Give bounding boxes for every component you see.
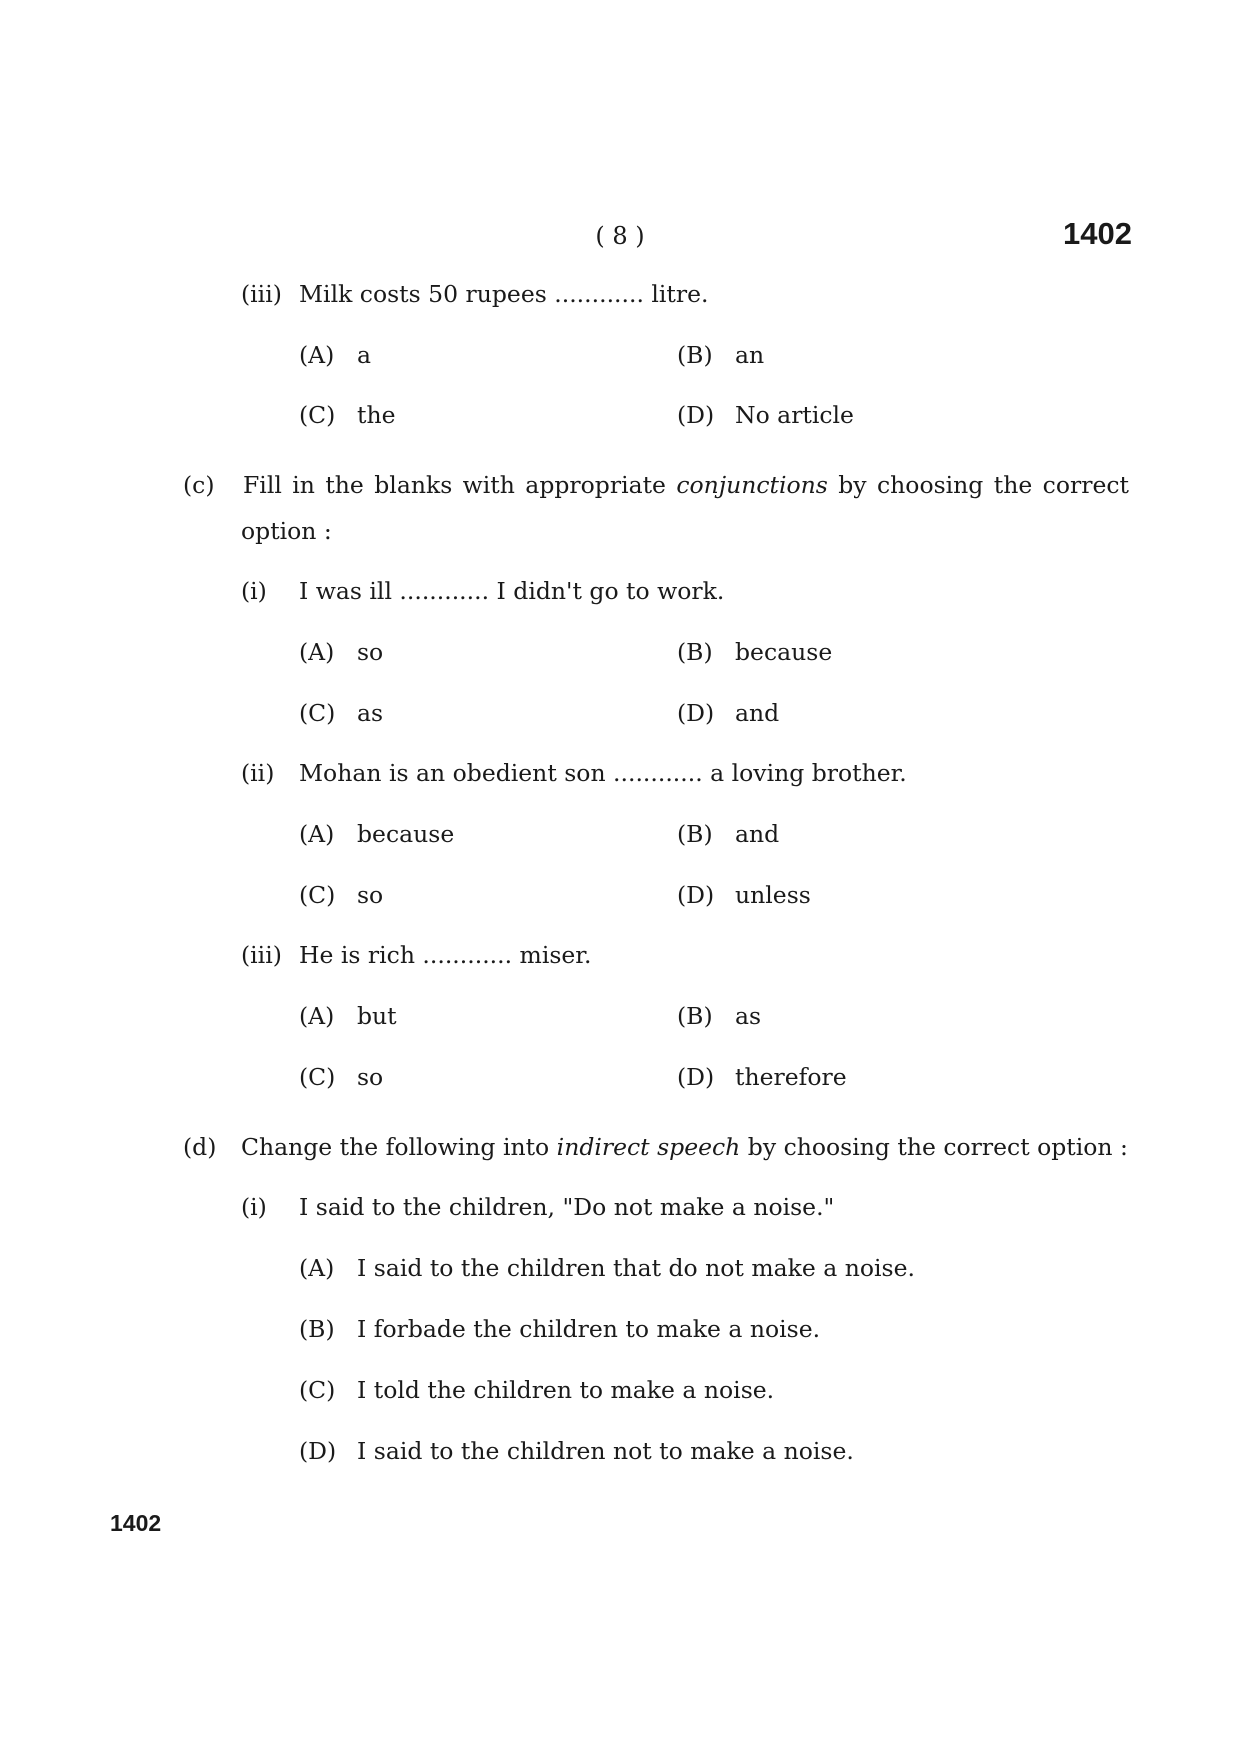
option-text: I said to the children not to make a noise. [357, 1437, 854, 1465]
option-label: (A) [299, 1002, 335, 1030]
option-text: so [357, 881, 384, 909]
option-text: so [357, 638, 384, 666]
instruction-text: Fill in the blanks with appropriate [243, 471, 666, 499]
option-text: as [357, 699, 384, 727]
question-text: Mohan is an obedient son ............ a loving brother. [299, 759, 907, 787]
option-label: (B) [677, 1002, 713, 1030]
option-text: I said to the children that do not make a noise. [357, 1254, 915, 1282]
question-number: (i) [241, 1193, 267, 1221]
instruction-text: by choosing the correct option : [747, 1133, 1128, 1161]
option-label: (C) [299, 699, 336, 727]
question-text: He is rich ............ miser. [299, 941, 592, 969]
option-text: therefore [735, 1063, 847, 1091]
option-text: so [357, 1063, 384, 1091]
option-text: as [735, 1002, 762, 1030]
option-text: because [735, 638, 833, 666]
option-label: (B) [299, 1315, 335, 1343]
page-number: ( 8 ) [595, 222, 645, 250]
option-label: (B) [677, 341, 713, 369]
section-c-instruction [243, 471, 1129, 499]
option-label: (C) [299, 401, 336, 429]
option-text: I forbade the children to make a noise. [357, 1315, 821, 1343]
option-label: (A) [299, 820, 335, 848]
option-label: (C) [299, 1063, 336, 1091]
option-label: (D) [677, 401, 715, 429]
option-text: and [735, 699, 780, 727]
question-b-iii [241, 280, 282, 308]
option-label: (D) [677, 1063, 715, 1091]
section-c-instruction-line2: option : [241, 517, 332, 545]
paper-code-header: 1402 [1063, 216, 1132, 251]
option-label: (C) [299, 1376, 336, 1404]
option-text: the [357, 401, 396, 429]
section-d-instruction [241, 1133, 1128, 1161]
instruction-emphasis: conjunctions [676, 471, 828, 499]
option-text: an [735, 341, 765, 369]
option-label: (D) [677, 881, 715, 909]
option-label: (D) [299, 1437, 337, 1465]
option-text: No article [735, 401, 854, 429]
option-text: a [357, 341, 372, 369]
question-b-iii-text: Milk costs 50 rupees ............ litre. [299, 280, 709, 308]
question-number: (i) [241, 577, 267, 605]
option-label: (A) [299, 1254, 335, 1282]
option-label: (D) [677, 699, 715, 727]
paper-code-footer: 1402 [110, 1510, 162, 1536]
instruction-emphasis: indirect speech [556, 1133, 741, 1161]
option-text: because [357, 820, 455, 848]
question-number: (iii) [241, 280, 282, 308]
instruction-text: Change the following into [241, 1133, 550, 1161]
option-text: but [357, 1002, 397, 1030]
question-number: (ii) [241, 759, 275, 787]
question-text: I said to the children, "Do not make a noise." [299, 1193, 835, 1221]
option-text: and [735, 820, 780, 848]
option-text: I told the children to make a noise. [357, 1376, 775, 1404]
option-label: (C) [299, 881, 336, 909]
option-label: (A) [299, 638, 335, 666]
option-label: (B) [677, 638, 713, 666]
option-label: (A) [299, 341, 335, 369]
option-label: (B) [677, 820, 713, 848]
instruction-text: by choosing the correct [838, 471, 1129, 499]
question-text: I was ill ............ I didn't go to work. [299, 577, 725, 605]
question-number: (iii) [241, 941, 282, 969]
section-label-c: (c) [183, 471, 215, 499]
option-text: unless [735, 881, 811, 909]
section-label-d: (d) [183, 1133, 217, 1161]
